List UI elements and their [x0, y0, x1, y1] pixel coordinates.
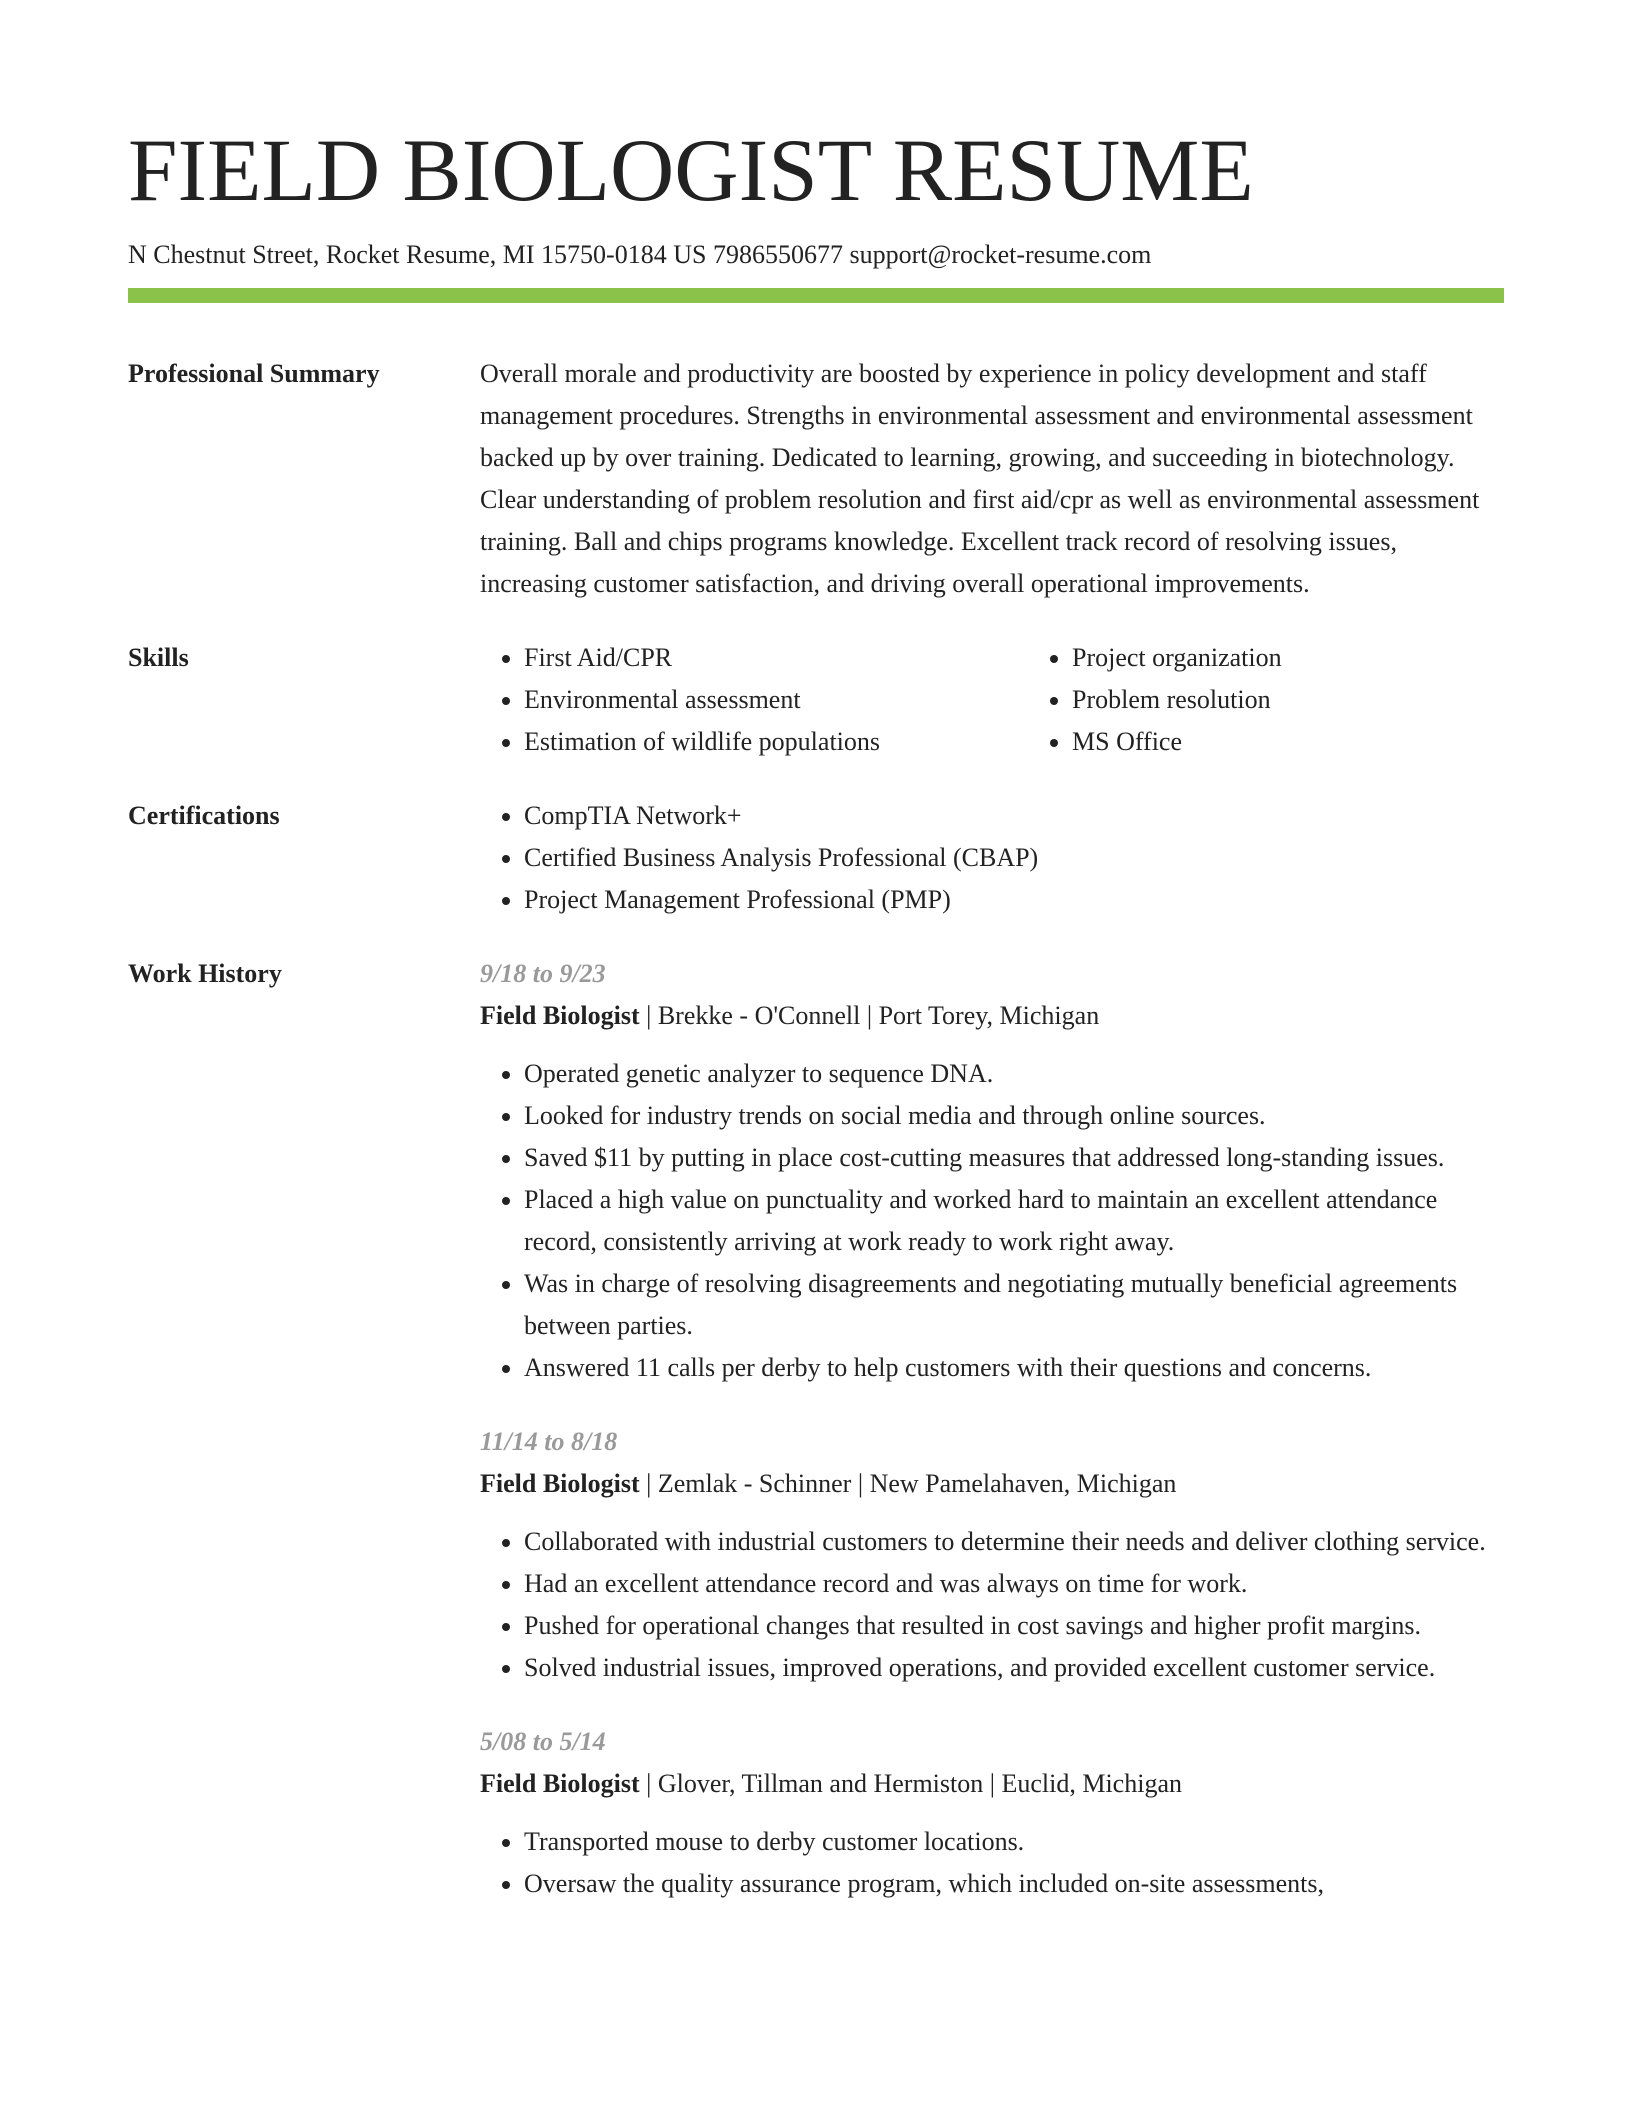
section-label-skills: Skills	[128, 643, 189, 672]
job-bullet: • Pushed for operational changes that resulted in cost savings and higher profit margins.	[524, 1605, 1504, 1647]
accent-divider	[128, 288, 1504, 303]
skills-column-1	[480, 637, 1028, 763]
job-company: Zemlak - Schinner	[657, 1469, 852, 1498]
job-bullet: • Placed a high value on punctuality and worked hard to maintain an excellent attendance record, consistently arriving at work ready to work right away.	[524, 1179, 1504, 1263]
job-company: Brekke - O'Connell	[657, 1001, 861, 1030]
job-title: Field Biologist	[480, 1769, 640, 1798]
job-heading	[480, 995, 1504, 1037]
job-bullet-list	[480, 1053, 1504, 1389]
job-dates: 11/14 to 8/18	[480, 1427, 618, 1456]
resume-title: FIELD BIOLOGIST RESUME	[128, 122, 1254, 220]
skill-item: • Environmental assessment	[524, 679, 1028, 721]
job-separator: |	[639, 1769, 658, 1798]
section-certifications	[128, 795, 1504, 921]
job-separator: |	[639, 1001, 658, 1030]
section-label-certifications: Certifications	[128, 801, 280, 830]
skill-item: • MS Office	[1072, 721, 1572, 763]
section-label-summary: Professional Summary	[128, 359, 380, 388]
job-bullet: • Oversaw the quality assurance program, which included on-site assessments,	[524, 1863, 1504, 1905]
job-bullet: • Answered 11 calls per derby to help customers with their questions and concerns.	[524, 1347, 1504, 1389]
section-body-work	[480, 953, 1504, 1937]
job-entry	[480, 1421, 1504, 1689]
job-separator: |	[851, 1469, 870, 1498]
skills-column-2	[1028, 637, 1572, 763]
job-dates: 9/18 to 9/23	[480, 959, 606, 988]
certification-item: • CompTIA Network+	[524, 795, 1504, 837]
resume-page	[128, 0, 1504, 1937]
certification-item: • Project Management Professional (PMP)	[524, 879, 1504, 921]
job-bullet: • Transported mouse to derby customer locations.	[524, 1821, 1504, 1863]
skill-item: • Project organization	[1072, 637, 1572, 679]
job-bullet: • Saved $11 by putting in place cost-cutting measures that addressed long-standing issues.	[524, 1137, 1504, 1179]
job-bullet: • Was in charge of resolving disagreements and negotiating mutually beneficial agreements between parties.	[524, 1263, 1504, 1347]
job-heading	[480, 1763, 1504, 1805]
section-label-work: Work History	[128, 959, 282, 988]
certification-item: • Certified Business Analysis Professional (CBAP)	[524, 837, 1504, 879]
skill-item: • Problem resolution	[1072, 679, 1572, 721]
job-entry	[480, 1721, 1504, 1905]
job-dates: 5/08 to 5/14	[480, 1727, 606, 1756]
section-skills	[128, 637, 1504, 763]
section-work-history	[128, 953, 1504, 1937]
section-body-summary	[480, 353, 1504, 605]
skills-grid	[480, 637, 1572, 763]
job-bullet: • Had an excellent attendance record and was always on time for work.	[524, 1563, 1504, 1605]
job-bullet: • Collaborated with industrial customers to determine their needs and deliver clothing service.	[524, 1521, 1504, 1563]
job-bullet-list	[480, 1821, 1504, 1905]
job-separator: |	[639, 1469, 658, 1498]
section-body-certifications	[480, 795, 1504, 921]
job-company: Glover, Tillman and Hermiston	[657, 1769, 984, 1798]
job-title: Field Biologist	[480, 1001, 640, 1030]
job-location: New Pamelahaven, Michigan	[869, 1469, 1177, 1498]
job-title: Field Biologist	[480, 1469, 640, 1498]
certifications-list	[480, 795, 1504, 921]
job-bullet: • Solved industrial issues, improved operations, and provided excellent customer service.	[524, 1647, 1504, 1689]
job-bullet-list	[480, 1521, 1504, 1689]
skill-item: • First Aid/CPR	[524, 637, 1028, 679]
job-separator: |	[983, 1769, 1002, 1798]
job-bullet: • Looked for industry trends on social media and through online sources.	[524, 1095, 1504, 1137]
job-location: Euclid, Michigan	[1001, 1769, 1182, 1798]
section-professional-summary	[128, 353, 1504, 605]
job-location: Port Torey, Michigan	[878, 1001, 1100, 1030]
job-heading	[480, 1463, 1504, 1505]
skill-item: • Estimation of wildlife populations	[524, 721, 1028, 763]
job-bullet: • Operated genetic analyzer to sequence DNA.	[524, 1053, 1504, 1095]
job-separator: |	[860, 1001, 879, 1030]
summary-text: Overall morale and productivity are boosted by experience in policy development and staff management procedures. Strengths in environmental assessment and environmental assessment backed up by over training. Dedicated to learning, growing, and succeeding in biotechnology. Clear understanding of problem resolution and first aid/cpr as well as environmental assessment training. Ball and chips programs knowledge. Excellent track record of resolving issues, increasing customer satisfaction, and driving overall operational improvements.	[480, 359, 1480, 598]
job-entry	[480, 953, 1504, 1389]
contact-line: N Chestnut Street, Rocket Resume, MI 15750-0184 US 7986550677 support@rocket-resume.com	[128, 240, 1152, 269]
